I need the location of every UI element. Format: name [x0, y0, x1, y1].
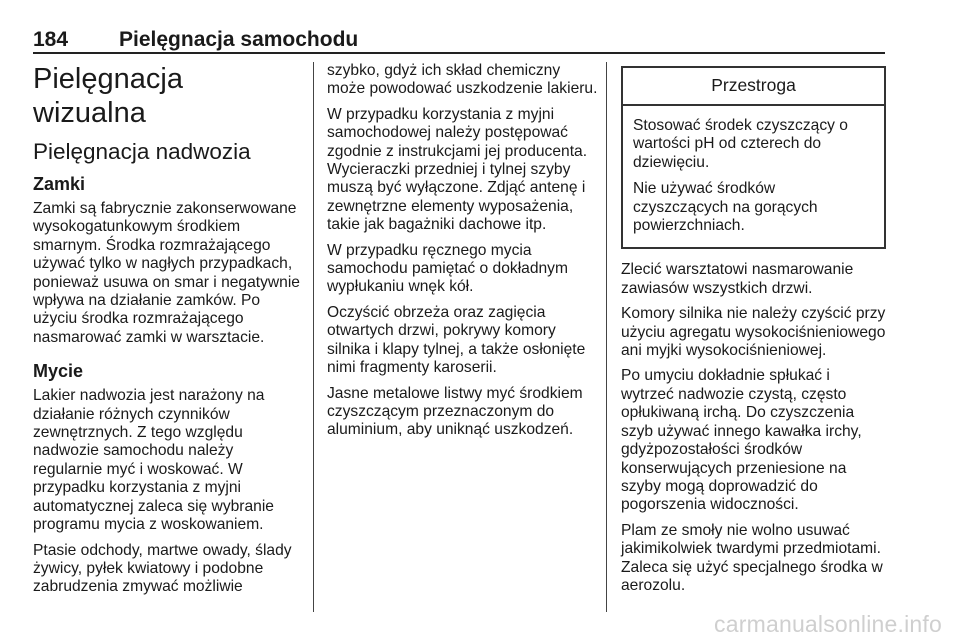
column-right: [621, 62, 886, 602]
warning-paragraph-1: Stosować środek czyszczący o wartości pH od czterech do dziewięciu.: [633, 117, 848, 171]
middle-paragraph-3: W przypadku ręcznego mycia samochodu pamiętać o dokładnym wypłukaniu wnęk kół.: [327, 241, 568, 296]
right-paragraph-4: Plam ze smoły nie wolno usuwać jakimikolwiek twardymi przedmiotami. Zaleca się użyć specjalnego środka w aerozolu.: [621, 521, 883, 594]
washing-paragraph-2: Ptasie odchody, martwe owady, ślady żywicy, pyłek kwiatowy i podobne zabrudzenia zmywać możliwie: [33, 541, 292, 596]
page-number: 184: [33, 28, 69, 51]
column-divider-1: [313, 62, 314, 612]
column-middle: [327, 62, 602, 447]
column-divider-2: [606, 62, 607, 612]
page-title: Pielęgnacja wizualna: [33, 63, 183, 129]
warning-paragraph-2: Nie używać środków czyszczących na gorących powierzchniach.: [633, 180, 818, 235]
section-subtitle: Pielęgnacja nadwozia: [33, 139, 251, 164]
warning-body: [623, 106, 884, 247]
right-paragraph-3: Po umyciu dokładnie spłukać i wytrzeć nadwozie czystą, często opłukiwaną irchą. Do czyszczenia szyb używać innego kawałka irchy, gdyżpozostałości środków konserwujących przeniesione na szyby mogą doprowadzić do pogorszenia widoczności.: [621, 367, 862, 514]
washing-heading: Mycie: [33, 361, 84, 382]
middle-paragraph-1: szybko, gdyż ich skład chemiczny może powodować uszkodzenie lakieru.: [327, 62, 598, 98]
washing-paragraph-1: Lakier nadwozia jest narażony na działanie różnych czynników zewnętrznych. Z tego względu nadwozie samochodu należy regularnie myć i woskować. W przypadku korzystania z myjni automatycznej zaleca się wybranie programu mycia z woskowaniem.: [33, 387, 274, 534]
locks-heading: Zamki: [33, 174, 86, 194]
section-title: Pielęgnacja samochodu: [119, 28, 359, 51]
warning-title: Przestroga: [623, 68, 884, 106]
middle-paragraph-5: Jasne metalowe listwy myć środkiem czyszczącym przeznaczonym do aluminium, aby uniknąć uszkodzeń.: [327, 384, 583, 439]
page-header: [33, 26, 885, 54]
right-paragraph-1: Zlecić warsztatowi nasmarowanie zawiasów wszystkich drzwi.: [621, 261, 854, 297]
locks-paragraph: Zamki są fabrycznie zakonserwowane wysokogatunkowym środkiem smarnym. Środka rozmrażającego używać tylko w nagłych przypadkach, ponieważ usuwa on smar i negatywnie wpływa na działanie zamków. Po użyciu środka rozmrażającego nasmarować zamki w warsztacie.: [33, 200, 300, 346]
middle-paragraph-2: W przypadku korzystania z myjni samochodowej należy postępować zgodnie z instrukcjami jej producenta. Wycieraczki przedniej i tylnej szyby muszą być wyłączone. Zdjąć antenę i zewnętrzne elementy wyposażenia, takie jak bagażniki dachowe itp.: [327, 105, 588, 234]
watermark: carmanualsonline.info: [714, 611, 942, 637]
middle-paragraph-4: Oczyścić obrzeża oraz zagięcia otwartych drzwi, pokrywy komory silnika i klapy tylnej, a także osłonięte nimi fragmenty karoserii.: [327, 303, 586, 377]
column-left: [33, 62, 303, 604]
right-paragraph-2: Komory silnika nie należy czyścić przy użyciu agregatu wysokociśnieniowego ani myjki wysokociśnieniowej.: [621, 305, 886, 360]
warning-box: [621, 66, 886, 249]
